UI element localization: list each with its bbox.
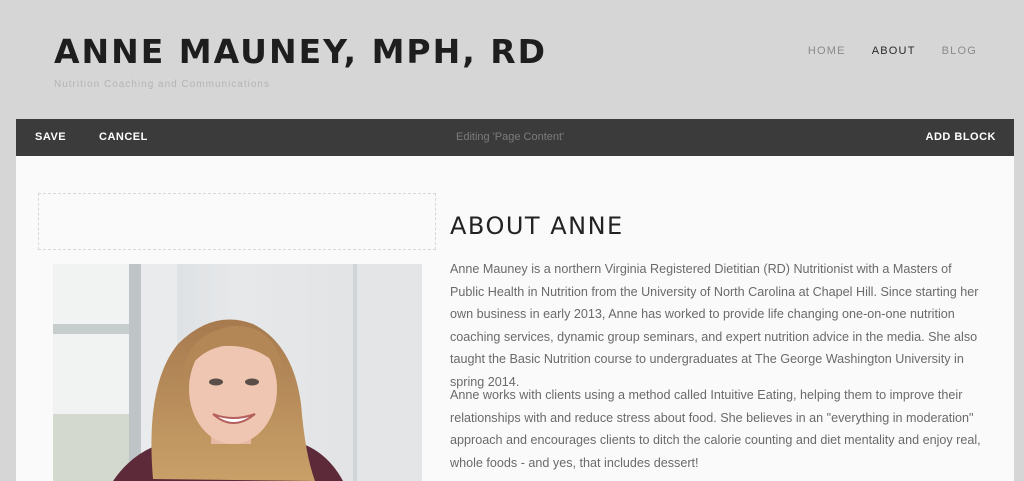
profile-photo[interactable] bbox=[53, 264, 422, 481]
nav-home-link[interactable]: HOME bbox=[807, 45, 846, 57]
save-button[interactable]: SAVE bbox=[35, 131, 67, 143]
add-block-button[interactable]: ADD BLOCK bbox=[925, 131, 996, 143]
empty-content-block[interactable] bbox=[38, 193, 436, 250]
site-title[interactable]: ANNE MAUNEY, MPH, RD bbox=[54, 32, 548, 71]
editing-status: Editing 'Page Content' bbox=[456, 131, 565, 143]
page-content bbox=[16, 156, 1014, 481]
about-paragraph: Anne Mauney is a northern Virginia Registered Dietitian (RD) Nutritionist with a Masters of Public Health in Nutrition from the University of North Carolina at Chapel Hill. Since starting her own business in early 2013, Anne has worked to provide life changing one-on-one nutrition coaching services, dynamic group seminars, and expert nutrition advice in the media. She also taught the Basic Nutrition course to undergraduates at The George Washington University in spring 2014. bbox=[450, 262, 979, 389]
main-nav bbox=[808, 45, 977, 57]
profile-photo-image bbox=[53, 264, 422, 481]
page-heading: ABOUT ANNE bbox=[450, 212, 624, 240]
about-paragraph: Anne works with clients using a method called Intuitive Eating, helping them to improve their relationships with and reduce stress about food. She believes in an "everything in moderation" approach and encourages clients to ditch the calorie counting and diet mentality and enjoy real, whole foods - and yes, that includes dessert! bbox=[450, 388, 981, 470]
nav-about-link[interactable]: ABOUT bbox=[871, 45, 916, 57]
cancel-button[interactable]: CANCEL bbox=[99, 131, 148, 143]
nav-blog-link[interactable]: BLOG bbox=[941, 45, 977, 57]
site-tagline: Nutrition Coaching and Communications bbox=[54, 79, 270, 90]
edit-toolbar bbox=[16, 119, 1014, 156]
